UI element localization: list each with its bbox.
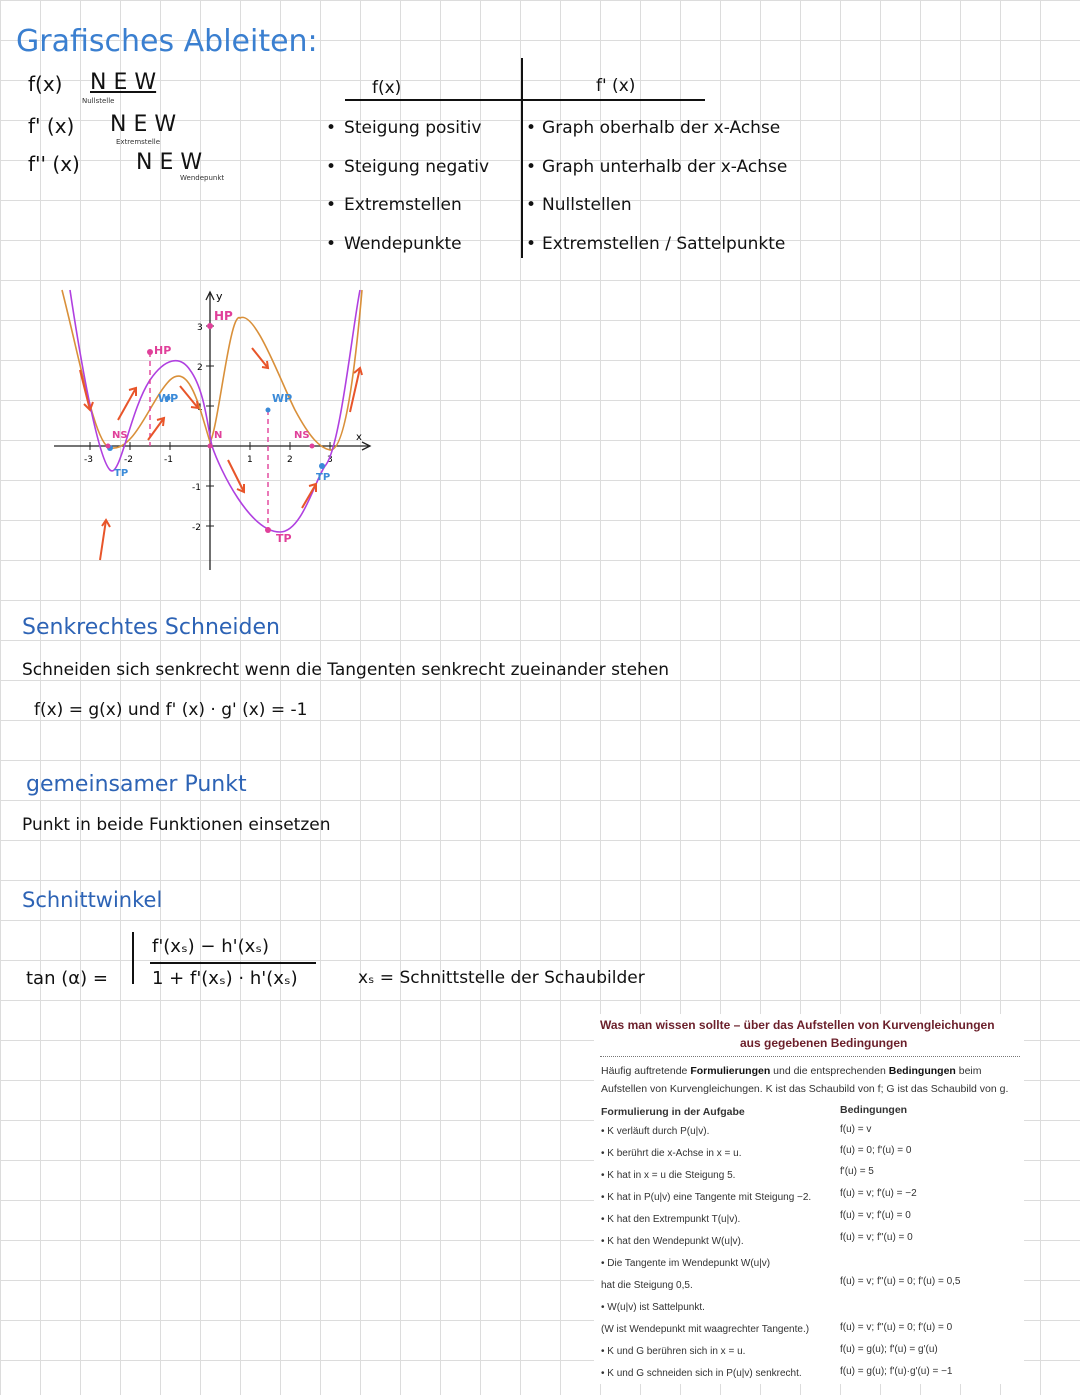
senkrecht-heading: Senkrechtes Schneiden (22, 615, 280, 640)
function-graph (40, 270, 400, 580)
ns-right-label: NS (294, 430, 310, 441)
table-header-line (345, 99, 705, 101)
excerpt-condition: f(u) = g(u); f'(u)·g'(u) = −1 (840, 1366, 953, 1377)
y-tick-label: 3 (197, 323, 203, 333)
gemeinsam-line: Punkt in beide Funktionen einsetzen (22, 815, 331, 835)
excerpt-formulation: hat die Steigung 0,5. (601, 1280, 693, 1291)
tp-right-point (319, 463, 325, 469)
schnittwinkel-numerator: f'(xₛ) − h'(xₛ) (152, 936, 269, 957)
excerpt-condition: f(u) = 0; f'(u) = 0 (840, 1145, 912, 1156)
relation-right-item: • Nullstellen (526, 195, 632, 215)
ns-right-point (310, 444, 315, 449)
n-origin-label: N (214, 430, 223, 441)
excerpt-formulation: (W ist Wendepunkt mit waagrechter Tangente.) (601, 1324, 810, 1335)
relation-left-item: • Steigung negativ (326, 157, 489, 177)
wp-left-label: WP (158, 392, 179, 405)
new-row-letters: N E W (110, 112, 177, 137)
excerpt-col2-header: Bedingungen (840, 1104, 908, 1116)
new-row-letters: N E W (90, 70, 157, 95)
hp-left-label: HP (154, 344, 172, 357)
excerpt-condition: f(u) = g(u); f'(u) = g'(u) (840, 1344, 938, 1355)
new-row-note: Extremstelle (116, 138, 161, 146)
new-row-note: Wendepunkt (180, 174, 225, 182)
excerpt-col1-header: Formulierung in der Aufgabe (601, 1106, 745, 1118)
excerpt-condition: f(u) = v; f''(u) = 0 (840, 1232, 913, 1243)
new-row-letters: N E W (136, 150, 203, 175)
excerpt-formulation: • K und G berühren sich in x = u. (601, 1346, 746, 1357)
hp-top-point (207, 323, 213, 329)
new-row-fn: f' (x) (28, 114, 75, 138)
excerpt-divider (600, 1056, 1020, 1057)
excerpt-formulation: • K verläuft durch P(u|v). (601, 1126, 710, 1137)
excerpt-condition: f(u) = v; f''(u) = 0; f'(u) = 0 (840, 1322, 953, 1333)
x-tick-label: -1 (164, 455, 173, 465)
relation-right-item: • Graph unterhalb der x-Achse (526, 157, 787, 177)
hp-top-label: HP (214, 309, 233, 323)
excerpt-condition: f(u) = v (840, 1124, 872, 1135)
relation-right-item: • Graph oberhalb der x-Achse (526, 118, 780, 138)
excerpt-condition: f(u) = v; f''(u) = 0; f'(u) = 0,5 (840, 1276, 961, 1287)
excerpt-condition: f(u) = v; f'(u) = 0 (840, 1210, 911, 1221)
excerpt-intro: Häufig auftretende Formulierungen und die entsprechenden Bedingungen beim Aufstellen von Kurvengleichungen. K ist das Schaubild von f; G ist das Schaubild von g. (601, 1065, 1009, 1095)
tp-right-label: TP (316, 472, 331, 483)
new-row-fn: f'' (x) (28, 152, 80, 176)
schnittwinkel-note: xₛ = Schnittstelle der Schaubilder (358, 968, 645, 988)
excerpt-formulation: • K berührt die x-Achse in x = u. (601, 1148, 742, 1159)
abs-bar-left (132, 932, 134, 984)
x-tick-label: 1 (247, 455, 253, 465)
excerpt-formulation: • W(u|v) ist Sattelpunkt. (601, 1302, 705, 1313)
schnittwinkel-lhs: tan (α) = (26, 968, 108, 989)
ns-left-point (106, 444, 111, 449)
excerpt-formulation: • Die Tangente im Wendepunkt W(u|v) (601, 1258, 771, 1269)
relation-left-item: • Extremstellen (326, 195, 462, 215)
y-tick-label: 1 (197, 403, 203, 413)
n-origin-point (208, 444, 213, 449)
y-axis-label: y (216, 290, 223, 303)
excerpt-formulation: • K hat den Extrempunkt T(u|v). (601, 1214, 741, 1225)
x-tick-label: 3 (327, 455, 333, 465)
fprime-curve (62, 290, 362, 450)
excerpt-condition: f(u) = v; f'(u) = −2 (840, 1188, 917, 1199)
textbook-excerpt (594, 1014, 1024, 1384)
x-tick-label: -3 (84, 455, 93, 465)
x-tick-label: 2 (287, 455, 293, 465)
excerpt-formulation: • K und G schneiden sich in P(u|v) senkrecht. (601, 1368, 802, 1379)
excerpt-title-line2: aus gegebenen Bedingungen (740, 1036, 908, 1050)
y-ticks (192, 323, 214, 533)
relation-left-header: f(x) (372, 78, 402, 98)
excerpt-condition: f'(u) = 5 (840, 1166, 874, 1177)
senkrecht-line1: Schneiden sich senkrecht wenn die Tangenten senkrecht zueinander stehen (22, 660, 670, 680)
senkrecht-line2: f(x) = g(x) und f' (x) · g' (x) = -1 (34, 700, 308, 720)
page-title: Grafisches Ableiten: (16, 24, 318, 59)
excerpt-title-line1: Was man wissen sollte – über das Aufstellen von Kurvengleichungen (600, 1018, 995, 1032)
tp-left-label: TP (114, 468, 129, 479)
gemeinsam-heading: gemeinsamer Punkt (26, 772, 247, 797)
f-curve (70, 290, 360, 532)
wp-right-label: WP (272, 392, 293, 405)
hp-left-point (147, 349, 153, 355)
ns-left-label: NS (112, 430, 128, 441)
y-tick-label: 2 (197, 363, 203, 373)
new-row-fn: f(x) (28, 72, 63, 96)
excerpt-formulation: • K hat in P(u|v) eine Tangente mit Steigung −2. (601, 1192, 812, 1203)
excerpt-formulation: • K hat den Wendepunkt W(u|v). (601, 1236, 744, 1247)
wp-right-point (266, 408, 271, 413)
x-axis-label: x (356, 432, 362, 443)
fraction-bar (150, 962, 316, 964)
relation-right-item: • Extremstellen / Sattelpunkte (526, 234, 785, 254)
relation-left-item: • Steigung positiv (326, 118, 481, 138)
excerpt-formulation: • K hat in x = u die Steigung 5. (601, 1170, 736, 1181)
schnittwinkel-heading: Schnittwinkel (22, 888, 163, 912)
table-divider (521, 58, 523, 258)
new-row-note: Nullstelle (82, 97, 115, 105)
schnittwinkel-denominator: 1 + f'(xₛ) · h'(xₛ) (152, 968, 298, 989)
tp-bottom-label: TP (276, 532, 292, 545)
relation-left-item: • Wendepunkte (326, 234, 462, 254)
y-tick-label: -2 (192, 523, 201, 533)
x-tick-label: -2 (124, 455, 133, 465)
relation-right-header: f' (x) (596, 76, 636, 96)
tp-bottom-point (265, 527, 271, 533)
y-tick-label: -1 (192, 483, 201, 493)
